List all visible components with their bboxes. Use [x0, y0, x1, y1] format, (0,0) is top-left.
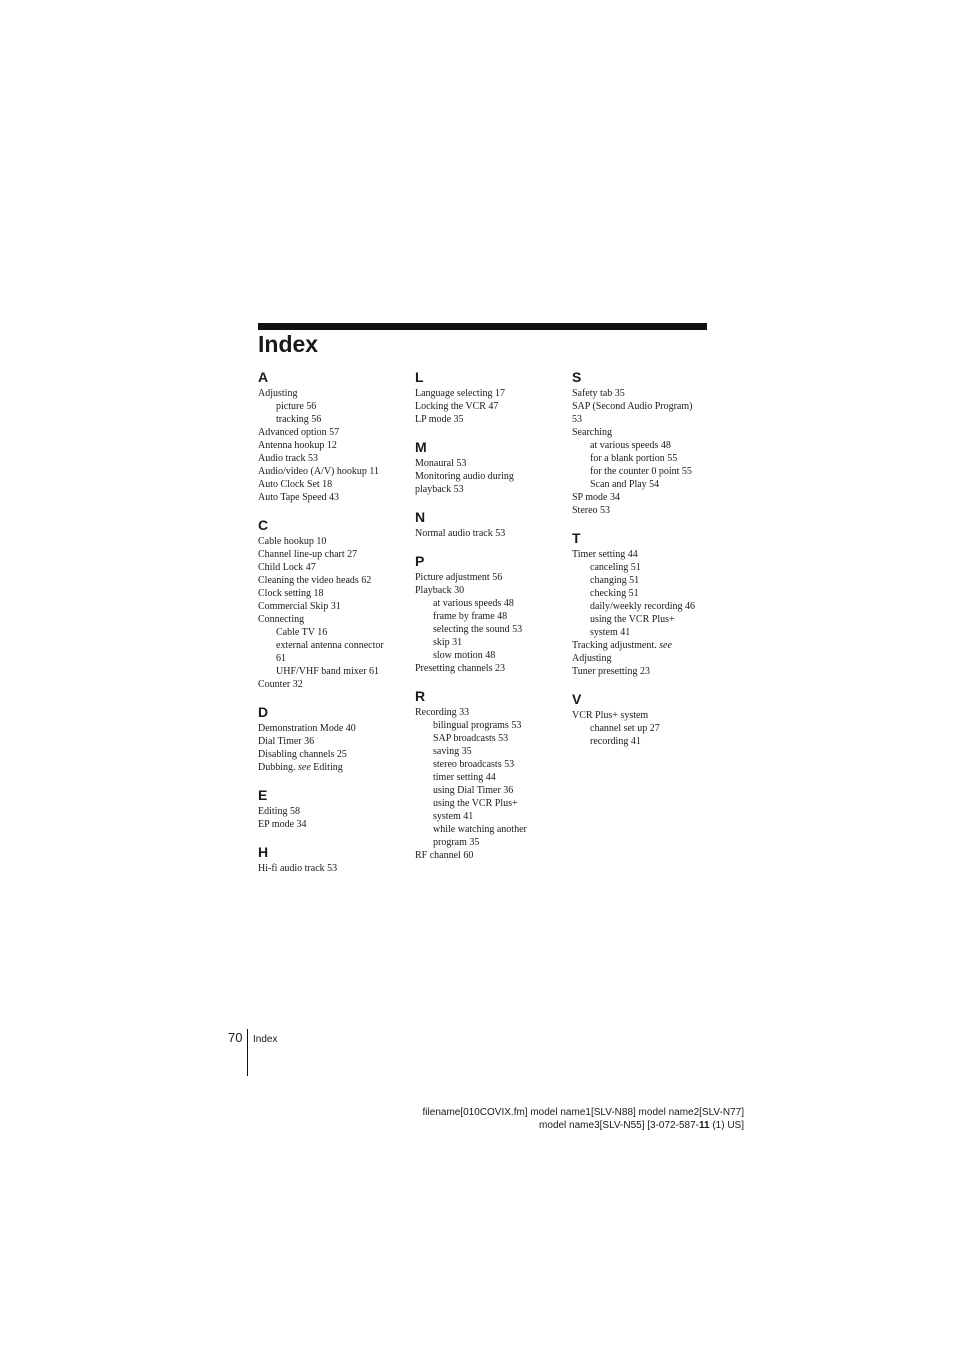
- index-subentry: skip 31: [433, 637, 463, 648]
- index-entry: Language selecting 17: [415, 388, 505, 399]
- section-letter: A: [258, 369, 269, 385]
- index-entry: Picture adjustment 56: [415, 572, 503, 583]
- index-subentry: 61: [276, 653, 286, 664]
- footer-line-2-post: (1) US]: [709, 1120, 744, 1131]
- index-entry: Stereo 53: [572, 505, 611, 516]
- index-entry: Auto Clock Set 18: [258, 479, 333, 490]
- index-column-2: [415, 368, 555, 874]
- section-letter: C: [258, 517, 269, 533]
- index-entry: Playback 30: [415, 585, 465, 596]
- index-entry: LP mode 35: [415, 414, 464, 425]
- footer-divider: [247, 1029, 248, 1076]
- index-entry: Auto Tape Speed 43: [258, 492, 340, 503]
- index-subentry: system 41: [433, 811, 474, 822]
- index-subentry: UHF/VHF band mixer 61: [276, 666, 380, 677]
- index-entry: Disabling channels 25: [258, 749, 347, 760]
- index-entry: Locking the VCR 47: [415, 401, 499, 412]
- index-subentry: at various speeds 48: [433, 598, 514, 609]
- index-entry: Presetting channels 23: [415, 663, 505, 674]
- section-letter: D: [258, 704, 269, 720]
- index-subentry: frame by frame 48: [433, 611, 508, 622]
- index-entry: Audio/video (A/V) hookup 11: [258, 466, 380, 477]
- index-subentry: timer setting 44: [433, 772, 496, 783]
- footer-line-1: filename[010COVIX.fm] model name1[SLV-N88] model name2[SLV-N77]: [422, 1107, 744, 1118]
- index-section-m: [415, 438, 555, 496]
- see-target: Editing: [310, 762, 343, 773]
- index-subentry: bilingual programs 53: [433, 720, 522, 731]
- index-entry: 53: [572, 414, 582, 425]
- index-subentry: changing 51: [590, 575, 640, 586]
- index-subentry: SAP broadcasts 53: [433, 733, 509, 744]
- index-entry: Monitoring audio during: [415, 471, 514, 482]
- index-section-l: [415, 368, 555, 426]
- index-section-t: [572, 529, 712, 678]
- index-entry: playback 53: [415, 484, 464, 495]
- index-subentry: while watching another: [433, 824, 527, 835]
- index-entry: SAP (Second Audio Program): [572, 401, 693, 412]
- index-entry: Dial Timer 36: [258, 736, 315, 747]
- index-entry: Audio track 53: [258, 453, 318, 464]
- index-section-s: [572, 368, 712, 517]
- page-number: 70: [228, 1030, 243, 1045]
- index-entry: Adjusting: [258, 388, 298, 399]
- index-entry: RF channel 60: [415, 850, 474, 861]
- index-entry: Commercial Skip 31: [258, 601, 341, 612]
- index-entry: Searching: [572, 427, 612, 438]
- entry-text: Dubbing.: [258, 762, 296, 773]
- index-entry: Recording 33: [415, 707, 470, 718]
- index-subentry: saving 35: [433, 746, 472, 757]
- index-subentry: external antenna connector: [276, 640, 384, 651]
- section-letter: P: [415, 553, 425, 569]
- index-subentry: canceling 51: [590, 562, 641, 573]
- index-subentry: daily/weekly recording 46: [590, 601, 695, 612]
- section-letter: L: [415, 369, 424, 385]
- footer-line-2-bold: 11: [698, 1120, 710, 1131]
- title-rule: [258, 323, 707, 330]
- index-subentry: system 41: [590, 627, 631, 638]
- index-subentry: for the counter 0 point 55: [590, 466, 692, 477]
- page-title: Index: [258, 331, 319, 357]
- index-subentry: checking 51: [590, 588, 639, 599]
- index-subentry: channel set up 27: [590, 723, 660, 734]
- index-section-h: [258, 843, 398, 875]
- index-section-n: [415, 508, 555, 540]
- index-subentry: for a blank portion 55: [590, 453, 678, 464]
- index-entry: Adjusting: [572, 653, 612, 664]
- index-subentry: using the VCR Plus+: [590, 614, 675, 625]
- index-subentry: recording 41: [590, 736, 641, 747]
- section-letter: N: [415, 509, 426, 525]
- index-entry: Channel line-up chart 27: [258, 549, 358, 560]
- index-subentry: slow motion 48: [433, 650, 496, 661]
- index-subentry: program 35: [433, 837, 480, 848]
- index-entry: Cable hookup 10: [258, 536, 327, 547]
- index-section-p: [415, 552, 555, 675]
- index-subentry: Scan and Play 54: [590, 479, 660, 490]
- section-letter: T: [572, 530, 581, 546]
- index-entry: Editing 58: [258, 806, 300, 817]
- index-section-c: [258, 516, 398, 691]
- entry-text: Tracking adjustment.: [572, 640, 657, 651]
- index-section-r: [415, 687, 555, 862]
- section-letter: S: [572, 369, 582, 385]
- section-letter: E: [258, 787, 268, 803]
- index-section-v: [572, 690, 712, 748]
- index-section-a: [258, 368, 398, 504]
- index-entry: Counter 32: [258, 679, 303, 690]
- index-subentry: at various speeds 48: [590, 440, 671, 451]
- index-entry: Tuner presetting 23: [572, 666, 650, 677]
- index-entry: Timer setting 44: [572, 549, 638, 560]
- index-entry: [572, 639, 712, 652]
- index-subentry: using the VCR Plus+: [433, 798, 518, 809]
- index-section-d: [258, 703, 398, 774]
- index-column-1: [258, 368, 398, 887]
- section-letter: H: [258, 844, 269, 860]
- index-entry: VCR Plus+ system: [572, 710, 649, 721]
- index-entry: [258, 761, 398, 774]
- section-letter: R: [415, 688, 426, 704]
- index-subentry: Cable TV 16: [276, 627, 328, 638]
- section-letter: V: [572, 691, 582, 707]
- index-entry: Connecting: [258, 614, 305, 625]
- file-footer: [423, 1106, 744, 1132]
- index-entry: Demonstration Mode 40: [258, 723, 356, 734]
- index-entry: Antenna hookup 12: [258, 440, 337, 451]
- index-column-3: [572, 368, 712, 760]
- see-reference: see: [659, 640, 672, 651]
- index-entry: Advanced option 57: [258, 427, 340, 438]
- index-entry: SP mode 34: [572, 492, 620, 503]
- section-letter: M: [415, 439, 427, 455]
- index-entry: Cleaning the video heads 62: [258, 575, 372, 586]
- index-subentry: using Dial Timer 36: [433, 785, 514, 796]
- footer-line-2-pre: model name3[SLV-N55] [3-072-587-: [539, 1120, 699, 1131]
- index-entry: Hi-fi audio track 53: [258, 863, 338, 874]
- index-subentry: picture 56: [276, 401, 317, 412]
- footer-line-2: [423, 1119, 744, 1132]
- index-subentry: stereo broadcasts 53: [433, 759, 515, 770]
- index-entry: Clock setting 18: [258, 588, 324, 599]
- index-entry: Normal audio track 53: [415, 528, 506, 539]
- index-section-e: [258, 786, 398, 831]
- index-subentry: selecting the sound 53: [433, 624, 523, 635]
- see-reference: see: [298, 762, 311, 773]
- index-entry: Monaural 53: [415, 458, 467, 469]
- index-entry: Child Lock 47: [258, 562, 316, 573]
- index-subentry: tracking 56: [276, 414, 322, 425]
- page-label: Index: [253, 1034, 278, 1045]
- index-entry: Safety tab 35: [572, 388, 625, 399]
- index-entry: EP mode 34: [258, 819, 307, 830]
